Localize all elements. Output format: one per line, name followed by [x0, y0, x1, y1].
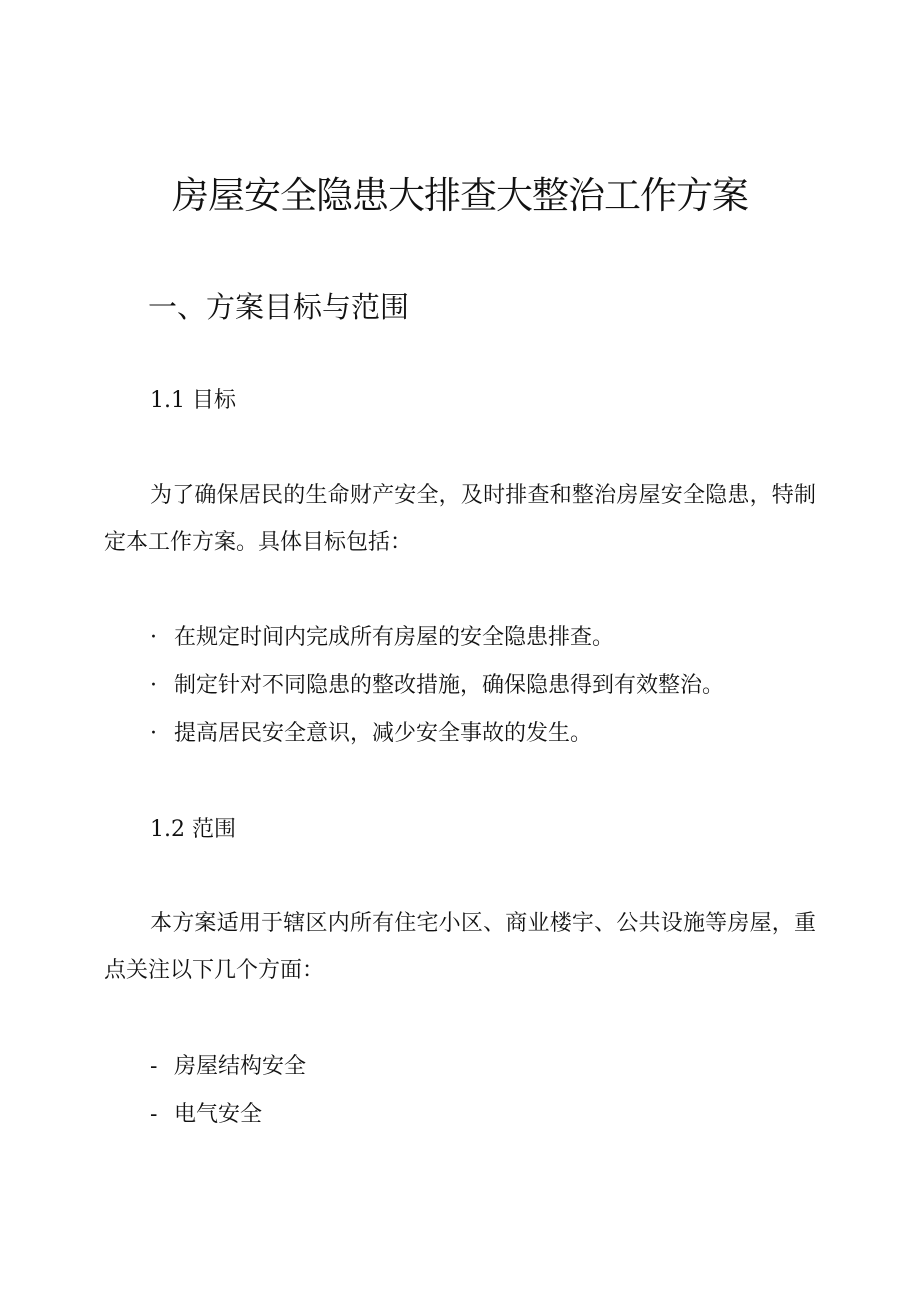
list-item-text: 房屋结构安全	[174, 1054, 307, 1079]
document-title: 房屋安全隐患大排查大整治工作方案	[172, 174, 748, 217]
bullet-marker: ·	[150, 673, 157, 698]
list-item	[150, 614, 724, 662]
dash-marker: -	[150, 1054, 158, 1079]
list-item-text: 提高居民安全意识，减少安全事故的发生。	[174, 721, 593, 746]
list-item	[150, 1043, 306, 1091]
scope-heading: 1.2 范围	[150, 817, 236, 842]
scope-paragraph: 本方案适用于辖区内所有住宅小区、商业楼宇、公共设施等房屋，重点关注以下几个方面：	[104, 911, 816, 983]
bullet-marker: ·	[150, 625, 157, 650]
goal-paragraph: 为了确保居民的生命财产安全，及时排查和整治房屋安全隐患，特制定本工作方案。具体目标包括：	[104, 483, 816, 555]
list-item-text: 制定针对不同隐患的整改措施，确保隐患得到有效整治。	[174, 673, 725, 698]
bullet-marker: ·	[150, 721, 157, 746]
list-item	[150, 1091, 306, 1139]
dash-marker: -	[150, 1102, 158, 1127]
list-item	[150, 662, 724, 710]
goal-bullet-list	[150, 614, 724, 758]
list-item-text: 电气安全	[174, 1102, 263, 1127]
list-item	[150, 710, 724, 758]
goal-heading: 1.1 目标	[150, 388, 236, 413]
section-heading: 一、方案目标与范围	[148, 290, 410, 324]
scope-item-list	[150, 1043, 306, 1139]
list-item-text: 在规定时间内完成所有房屋的安全隐患排查。	[174, 625, 615, 650]
